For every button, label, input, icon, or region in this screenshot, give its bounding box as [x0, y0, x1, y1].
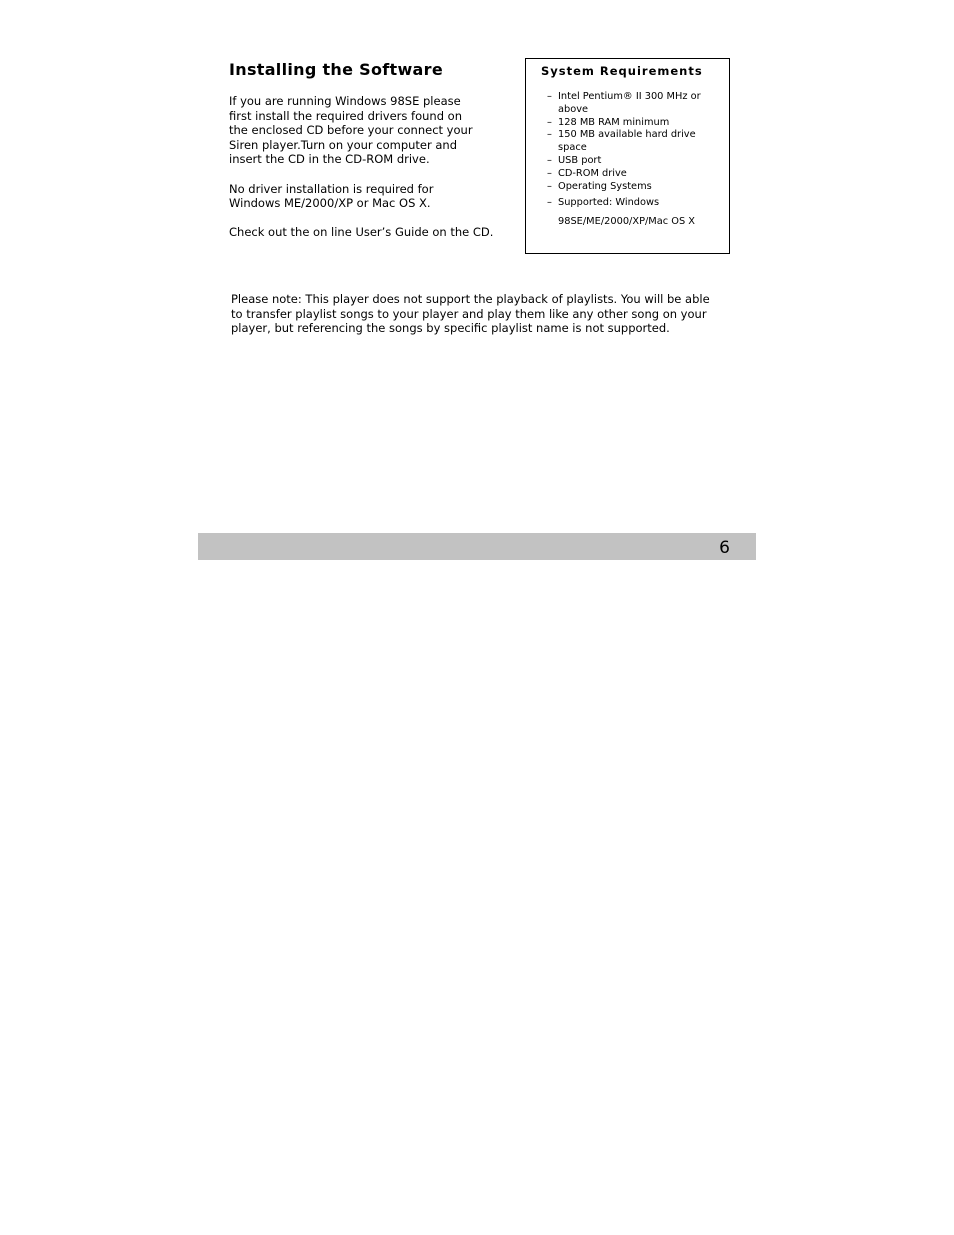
page-footer-bar: [198, 533, 756, 560]
system-requirements-box: [525, 58, 730, 254]
instruction-paragraph-users-guide: Check out the on line User’s Guide on the CD.: [229, 225, 494, 240]
requirement-text: 150 MB available hard drive space: [558, 129, 696, 154]
requirement-text: CD-ROM drive: [558, 167, 627, 179]
dash-bullet-icon: –: [547, 197, 552, 209]
section-heading: Installing the Software: [229, 60, 443, 79]
requirement-text: Supported: Windows: [558, 197, 660, 209]
requirement-item: [547, 129, 727, 155]
requirement-item: [547, 91, 727, 117]
supported-os-list: 98SE/ME/2000/XP/Mac OS X: [558, 216, 695, 227]
playlist-note: Please note: This player does not support the playback of playlists. You will be able to transfer playlist songs to your player and play them like any other song on your player, but referencing the songs by specific playlist name is not supported.: [231, 292, 710, 336]
requirement-item: [547, 155, 727, 168]
dash-bullet-icon: –: [547, 154, 552, 166]
system-requirements-title: System Requirements: [541, 64, 703, 78]
dash-bullet-icon: –: [547, 180, 552, 192]
requirement-item: [547, 117, 727, 130]
requirement-item: [547, 181, 727, 194]
dash-bullet-icon: –: [547, 167, 552, 179]
install-instructions: [229, 94, 509, 255]
dash-bullet-icon: –: [547, 129, 552, 141]
requirement-text: USB port: [558, 154, 602, 166]
requirement-item: [547, 168, 727, 181]
page-number: 6: [719, 538, 730, 558]
requirement-text: Operating Systems: [558, 180, 652, 192]
requirement-text: 128 MB RAM minimum: [558, 116, 670, 128]
requirement-item: [547, 197, 727, 210]
requirements-list: [547, 91, 727, 210]
requirement-text: Intel Pentium® II 300 MHz or above: [558, 91, 701, 115]
instruction-paragraph-no-driver: No driver installation is required for Windows ME/2000/XP or Mac OS X.: [229, 181, 434, 211]
instruction-paragraph-98se: If you are running Windows 98SE please first install the required drivers found on the enclosed CD before your connect your Siren player.Turn on your computer and insert the CD in the CD-ROM drive.: [229, 94, 473, 167]
dash-bullet-icon: –: [547, 116, 552, 128]
dash-bullet-icon: –: [547, 91, 552, 102]
